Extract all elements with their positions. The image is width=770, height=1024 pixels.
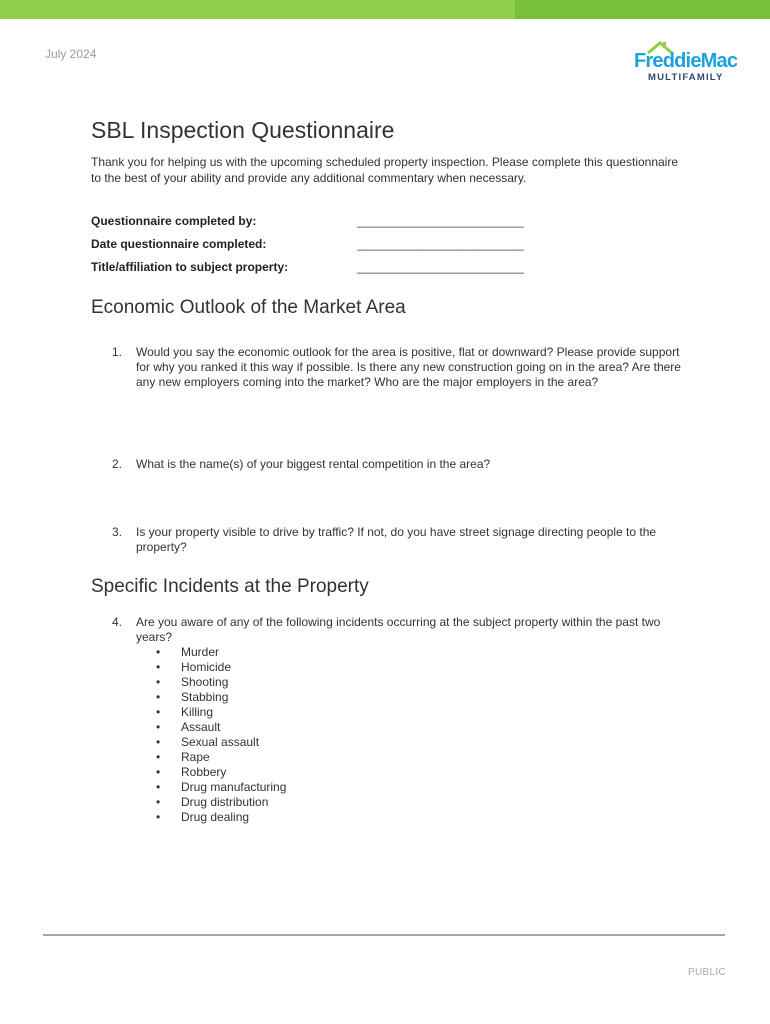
section-heading-specific-incidents: Specific Incidents at the Property — [91, 576, 369, 597]
freddie-mac-logo — [630, 40, 750, 85]
question-number: 3. — [112, 525, 123, 539]
list-item: • Assault — [156, 720, 221, 734]
list-item: • Murder — [156, 645, 220, 659]
bullet-icon: • — [156, 660, 161, 674]
list-item: • Stabbing — [156, 690, 229, 704]
page-title: SBL Inspection Questionnaire — [91, 117, 395, 143]
logo-subtitle: MULTIFAMILY — [648, 72, 724, 83]
logo-wordmark: FreddieMac — [634, 50, 738, 72]
bullet-icon: • — [156, 645, 161, 659]
intro-paragraph: Thank you for helping us with the upcoming scheduled property inspection. Please complete this questionnaire to the best of your ability and provide any additional commentary when necessary. — [91, 155, 679, 185]
field-title-affiliation — [91, 260, 551, 276]
incident-list — [156, 645, 286, 825]
question-text: What is the name(s) of your biggest rental competition in the area? — [136, 457, 491, 471]
bullet-icon: • — [156, 810, 161, 824]
list-item: • Killing — [156, 705, 214, 719]
list-item: • Drug dealing — [156, 810, 250, 824]
question-text: Would you say the economic outlook for the area is positive, flat or downward? Please provide support for why you ranked it this way if possible. Is there any new construction going on in the area? Are there any new employers coming into the market? Who are the major employers in the area? — [136, 345, 681, 389]
bullet-icon: • — [156, 765, 161, 779]
bullet-icon: • — [156, 795, 161, 809]
list-item: • Rape — [156, 750, 210, 764]
list-item: • Drug manufacturing — [156, 780, 287, 794]
field-label: Title/affiliation to subject property: — [91, 260, 289, 274]
question-text: Is your property visible to drive by traffic? If not, do you have street signage directing people to the property? — [136, 525, 657, 554]
bullet-icon: • — [156, 720, 161, 734]
field-label: Questionnaire completed by: — [91, 214, 257, 228]
field-completed-by — [91, 214, 551, 230]
question-number: 4. — [112, 615, 123, 629]
section-heading-economic-outlook: Economic Outlook of the Market Area — [91, 297, 406, 318]
field-date-completed — [91, 237, 551, 253]
list-item: • Shooting — [156, 675, 229, 689]
bullet-icon: • — [156, 780, 161, 794]
bullet-icon: • — [156, 705, 161, 719]
bullet-icon: • — [156, 675, 161, 689]
footer-divider — [43, 934, 725, 936]
field-blank-line[interactable]: _________________________ — [357, 214, 524, 228]
classification-label: PUBLIC — [688, 967, 726, 978]
field-blank-line[interactable]: _________________________ — [357, 237, 524, 251]
question-text: Are you aware of any of the following incidents occurring at the subject property within the past two years? — [136, 615, 661, 644]
bullet-icon: • — [156, 735, 161, 749]
bullet-icon: • — [156, 750, 161, 764]
question-number: 2. — [112, 457, 123, 471]
bullet-icon: • — [156, 690, 161, 704]
list-item: • Robbery — [156, 765, 227, 779]
list-item: • Sexual assault — [156, 735, 260, 749]
field-blank-line[interactable]: _________________________ — [357, 260, 524, 274]
top-bar-segment-left — [0, 0, 515, 19]
question-number: 1. — [112, 345, 123, 359]
list-item: • Drug distribution — [156, 795, 269, 809]
top-color-bar — [0, 0, 770, 19]
document-date: July 2024 — [45, 47, 97, 61]
field-label: Date questionnaire completed: — [91, 237, 267, 251]
top-bar-segment-right — [515, 0, 770, 19]
list-item: • Homicide — [156, 660, 232, 674]
